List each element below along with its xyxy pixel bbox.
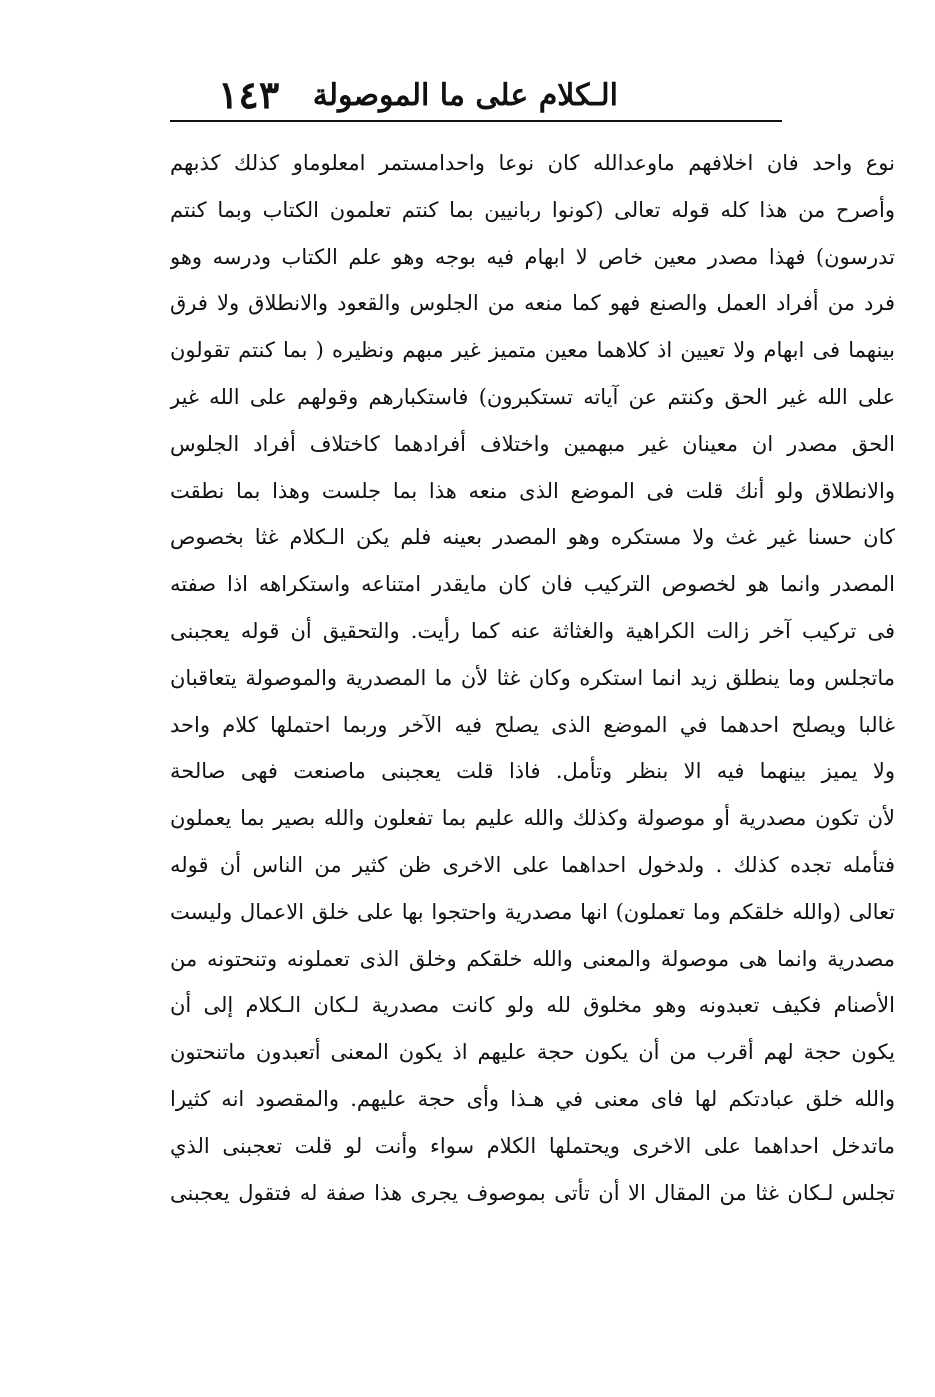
page-number: ١٤٣	[218, 72, 280, 117]
text-line: غالبا ويصلح احدهما في الموضع الذى يصلح فيه الآخر وربما احتملها كلام واحد	[170, 712, 895, 737]
running-title: الـكلام على ما الموصولة	[312, 78, 618, 113]
text-line: الأصنام فكيف تعبدونه وهو مخلوق لله ولو كانت مصدرية لـكان الـكلام إلى أن	[170, 993, 895, 1018]
text-line: بينهما فى ابهام ولا تعيين اذ كلاهما معين متميز غير مبهم ونظيره ( بما كنتم تقولون	[170, 338, 895, 363]
text-line: ماتجلس وما ينطلق زيد انما استكره وكان غثا لأن ما المصدرية والموصولة يتعاقبان	[170, 665, 895, 690]
text-line: يكون حجة لهم أقرب من أن يكون حجة عليهم اذ يكون المعنى أتعبدون ماتنحتون	[170, 1040, 895, 1065]
text-line: تعالى (والله خلقكم وما تعملون) انها مصدرية واحتجوا بها على خلق الاعمال وليست	[170, 899, 895, 924]
text-line: ولا يميز بينهما فيه الا بنظر وتأمل. فاذا قلت يعجبنى ماصنعت فهى صالحة	[170, 759, 895, 784]
text-line: والانطلاق ولو أنك قلت فى الموضع الذى منعه هذا بما جلست وهذا بما نطقت	[170, 478, 895, 503]
text-line: فى تركيب آخر زالت الكراهية والغثاثة عنه كما رأيت. والتحقيق أن قوله يعجبنى	[170, 618, 895, 643]
text-line: نوع واحد فان اخلافهم ماوعدالله كان نوعا واحدامستمر امعلوماو كذلك كذبهم	[170, 151, 895, 175]
header-rule	[170, 120, 782, 122]
text-line: لأن تكون مصدرية أو موصولة وكذلك والله عليم بما تفعلون والله بصير بما يعملون	[170, 806, 895, 831]
text-line: مصدرية وانما هى موصولة والمعنى والله خلقكم وخلق الذى تعملونه وتنحتونه من	[170, 946, 895, 971]
text-line: تجلس لـكان غثا من المقال الا أن تأتى بموصوف يجرى هذا صفة له فتقول يعجبنى	[170, 1180, 895, 1205]
text-line: فتأمله تجده كذلك . ولدخول احداهما على الاخرى ظن كثير من الناس أن قوله	[170, 852, 895, 877]
text-line: تدرسون) فهذا مصدر معين خاص لا ابهام فيه بوجه وهو علم الكتاب ودرسه وهو	[170, 244, 895, 269]
text-line: فرد من أفراد العمل والصنع فهو كما منعه من الجلوس والقعود والانطلاق ولا فرق	[170, 291, 895, 316]
text-line: ماتدخل احداهما على الاخرى ويحتملها الكلام سواء وأنت لو قلت تعجبنى الذي	[170, 1133, 895, 1158]
text-line: كان حسنا غير غث ولا مستكره وهو المصدر بعينه فلم يكن الـكلام غثا بخصوص	[170, 525, 895, 550]
text-line: وأصرح من هذا كله قوله تعالى (كونوا ربانيين بما كنتم تعلمون الكتاب وبما كنتم	[170, 197, 895, 222]
text-line: الحق مصدر ان معينان غير مبهمين واختلاف أفرادهما كاختلاف أفراد الجلوس	[170, 431, 895, 456]
text-line: والله خلق عبادتكم لها فاى معنى في هـذا وأى حجة عليهم. والمقصود انه كثيرا	[170, 1086, 895, 1111]
body-text	[170, 140, 895, 1216]
text-line: المصدر وانما هو لخصوص التركيب فان كان مايقدر امتناعه واستكراهه اذا صفته	[170, 572, 895, 597]
page-header	[178, 72, 783, 120]
text-line: على الله غير الحق وكنتم عن آياته تستكبرون) فاستكبارهم وقولهم على الله غير	[170, 384, 895, 409]
